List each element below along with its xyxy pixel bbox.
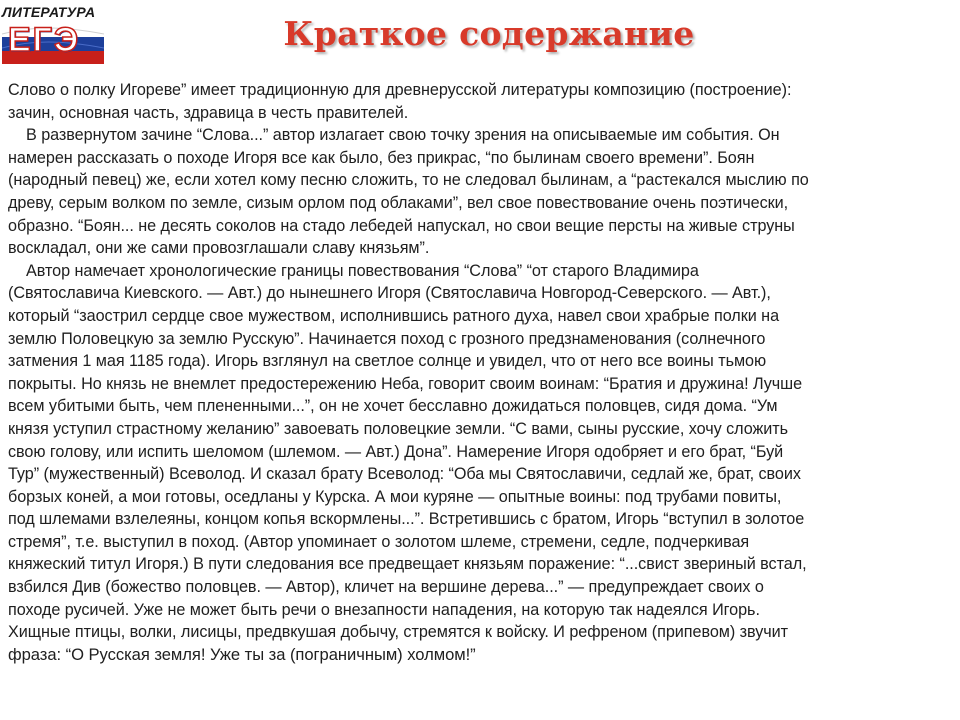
text-line: который “заострил сердце свое мужеством, исполнившись ратного духа, навел свои храбрые полки на: [8, 306, 780, 325]
logo-word-ege: ЕГЭ: [8, 21, 81, 59]
text-line: землю Половецкую за землю Русскую”. Начинается поход с грозного предзнаменования (солнечного: [8, 329, 766, 348]
text-line: стремя”, т.е. выступил в поход. (Автор упоминает о золотом шлеме, стремени, седле, подчеркивая: [8, 532, 750, 551]
text-line: (народный певец) же, если хотел кому песню сложить, то не следовал былинам, а “растекался мыслию по: [8, 171, 809, 190]
text-line: походе русичей. Уже не может быть речи о внезапности нападения, на которую так надеялся Игорь.: [8, 600, 760, 619]
text-line: князя уступил страстному желанию” завоевать половецкие земли. “С вами, сыны русские, хочу сложить: [8, 419, 789, 438]
text-line: княжеский титул Игоря.) В пути следования все предвещает князьям поражение: “...свист звериный встал,: [8, 555, 807, 574]
text-line: Автор намечает хронологические границы повествования “Слова” “от старого Владимира: [26, 261, 699, 280]
text-line: борзых коней, а мои готовы, оседланы у Курска. А мои куряне — опытные воины: под трубами повиты,: [8, 487, 782, 506]
text-line: взбился Див (божество половцев. — Автор), кличет на вершине дерева...” — предупреждает своих о: [8, 578, 764, 597]
text-line: затмения 1 мая 1185 года). Игорь взглянул на светлое солнце и увидел, что от него все воины тьмою: [8, 352, 767, 371]
logo-top-text: ЛИТЕРАТУРА: [2, 4, 96, 20]
text-line: всем убитыми быть, чем плененными...”, он не хочет бесславно дожидаться половцев, сидя дома. “Ум: [8, 397, 778, 416]
text-line: (Святославича Киевского. — Авт.) до нынешнего Игоря (Святославича Новгород-Северского. — Авт.),: [8, 284, 771, 303]
text-line: воскладал, они же сами провозглашали славу князьям”.: [8, 239, 430, 258]
paragraph-zachin: [8, 124, 948, 260]
summary-text-block: [8, 79, 948, 666]
page-title-text: Краткое содержание: [283, 14, 695, 53]
text-line: Слово о полку Игореве” имеет традиционную для древнерусской литературы композицию (построение):: [8, 81, 792, 99]
text-line: свою голову, или испить шеломом (шлемом. — Авт.) Дона”. Намерение Игоря одобряет и его брат, “Буй: [8, 442, 784, 461]
text-line: намерен рассказать о походе Игоря все как было, без прикрас, “по былинам своего времени”. Боян: [8, 148, 755, 167]
text-line: фраза: “О Русская земля! Уже ты за (пограничным) холмом!”: [8, 644, 476, 664]
text-line: образно. “Боян... не десять соколов на стадо лебедей напускал, но свои вещие персты на живые струны: [8, 216, 795, 235]
page-title: [0, 14, 960, 53]
text-line: зачин, основная часть, здравица в честь правителей.: [8, 103, 409, 122]
text-line: под шлемами взлелеяны, концом копья вскормлены...”. Встретившись с братом, Игорь “вступил в золотое: [8, 510, 805, 529]
paragraph-intro: [8, 79, 948, 124]
text-line: покрыты. Но князь не внемлет предостережению Неба, говорит своим воинам: “Братия и дружина! Лучше: [8, 374, 803, 393]
text-line: древу, серым волком по земле, сизым орлом под облаками”, вел свое повествование очень поэтически,: [8, 193, 789, 212]
text-line: Хищные птицы, волки, лисицы, предвкушая добычу, стремятся к войску. И рефреном (припевом) звучит: [8, 623, 788, 642]
text-line: Тур” (мужественный) Всеволод. И сказал брату Всеволод: “Оба мы Святославичи, седлай же, брат, своих: [8, 465, 801, 484]
paragraph-main: [8, 260, 948, 667]
text-line: В развернутом зачине “Слова...” автор излагает свою точку зрения на описываемые им события. Он: [26, 126, 780, 145]
